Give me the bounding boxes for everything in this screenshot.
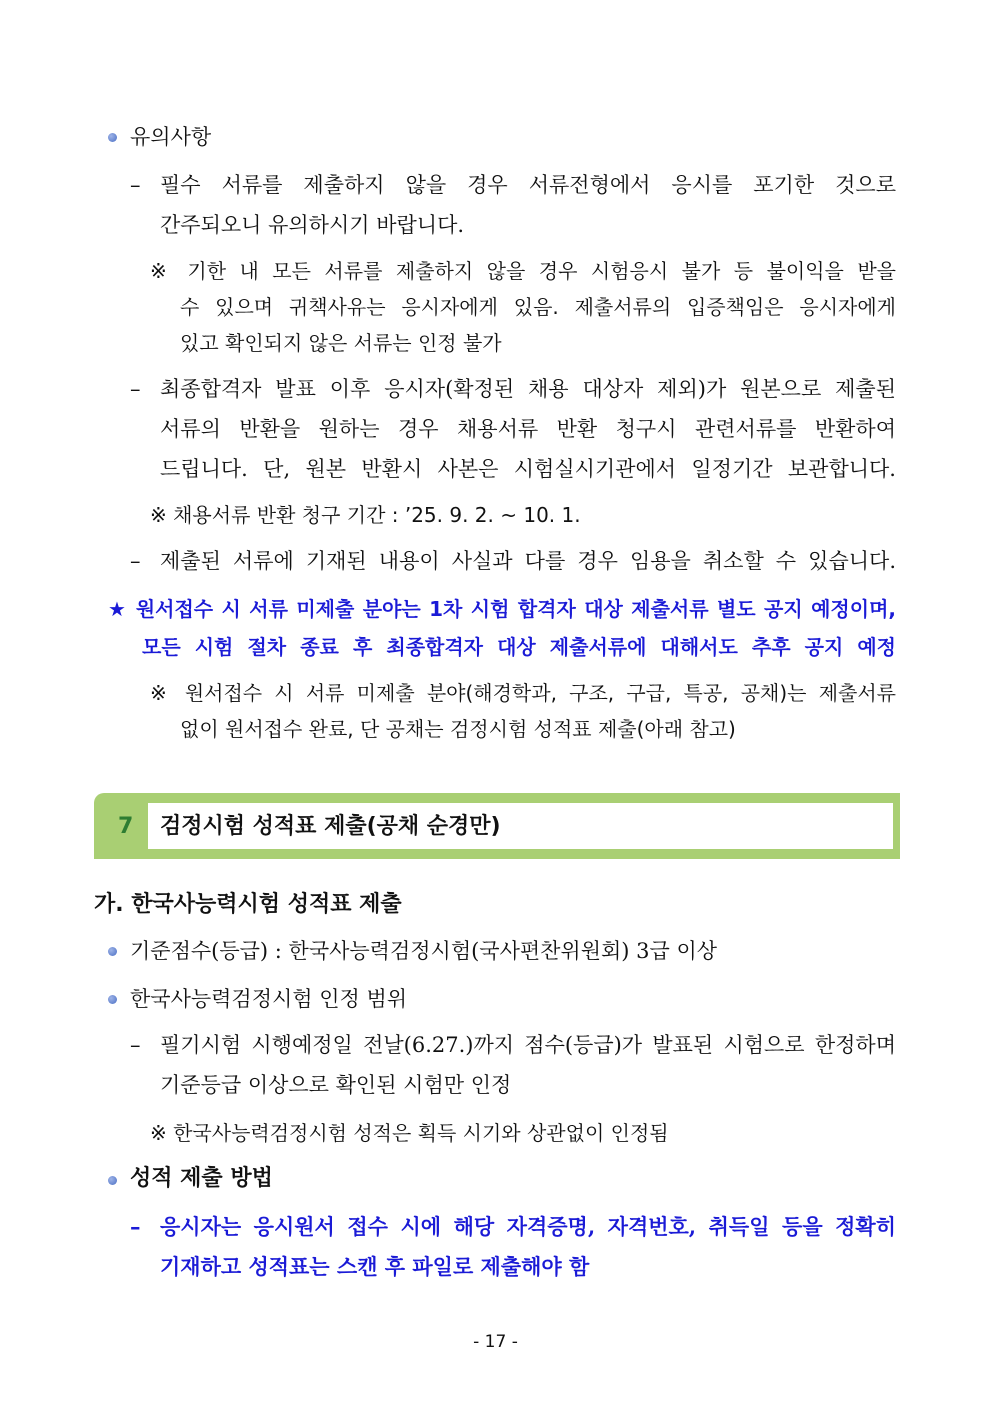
notes-note1-line3: 있고 확인되지 않은 서류는 인정 불가	[180, 331, 502, 355]
sub-bullet1: 기준점수(등급) : 한국사능력검정시험(국사편찬위원회) 3급 이상	[130, 939, 718, 963]
bullet-icon	[108, 133, 117, 142]
dash-icon: –	[130, 1033, 141, 1057]
dash-icon: –	[130, 377, 141, 401]
notes-item2-line1: 최종합격자 발표 이후 응시자(확정된 채용 대상자 제외)가 원본으로 제출된	[160, 377, 896, 401]
notes-note1-line1: ※ 기한 내 모든 서류를 제출하지 않을 경우 시험응시 불가 등 불이익을 받을	[150, 259, 896, 283]
sub-note4: ※ 한국사능력검정시험 성적은 획득 시기와 상관없이 인정됨	[150, 1121, 669, 1145]
bullet-icon	[108, 995, 117, 1004]
sub-dash1-line2: 기준등급 이상으로 확인된 시험만 인정	[160, 1073, 512, 1097]
notes-note1-line2: 수 있으며 귀책사유는 응시자에게 있음. 제출서류의 입증책임은 응시자에게	[180, 295, 896, 319]
notes-note2: ※ 채용서류 반환 청구 기간 : ’25. 9. 2. ~ 10. 1.	[150, 503, 581, 527]
sub-dash1-line1: 필기시험 시행예정일 전날(6.27.)까지 점수(등급)가 발표된 시험으로 한정하며	[160, 1033, 896, 1057]
notes-star-line2: 모든 시험 절차 종료 후 최종합격자 대상 제출서류에 대해서도 추후 공지 예정	[142, 635, 896, 659]
sub-heading: 가. 한국사능력시험 성적표 제출	[94, 892, 402, 917]
sub-dash2-line2: 기재하고 성적표는 스캔 후 파일로 제출해야 함	[160, 1254, 590, 1279]
bullet-icon	[108, 1176, 117, 1185]
notes-item1-line2: 간주되오니 유의하시기 바랍니다.	[160, 213, 465, 237]
dash-icon: –	[130, 173, 141, 197]
notes-heading: 유의사항	[130, 125, 212, 149]
notes-note3-line2: 없이 원서접수 완료, 단 공채는 검정시험 성적표 제출(아래 참고)	[180, 717, 736, 741]
notes-item2-line3: 드립니다. 단, 원본 반환시 사본은 시험실시기관에서 일정기간 보관합니다.	[160, 457, 896, 481]
dash-icon: –	[130, 549, 141, 573]
sub-bullet3: 성적 제출 방법	[130, 1166, 273, 1191]
bullet-icon	[108, 947, 117, 956]
notes-note3-line1: ※ 원서접수 시 서류 미제출 분야(해경학과, 구조, 구급, 특공, 공채)는 제출서류	[150, 681, 896, 705]
notes-item1-line1: 필수 서류를 제출하지 않을 경우 서류전형에서 응시를 포기한 것으로	[160, 173, 896, 197]
sub-dash2-line1: 응시자는 응시원서 접수 시에 해당 자격증명, 자격번호, 취득일 등을 정확히	[160, 1214, 896, 1239]
sub-bullet2: 한국사능력검정시험 인정 범위	[130, 987, 408, 1011]
section-number: 7	[118, 814, 134, 839]
dash-icon: –	[130, 1214, 141, 1239]
notes-item2-line2: 서류의 반환을 원하는 경우 채용서류 반환 청구시 관련서류를 반환하여	[160, 417, 896, 441]
notes-star-line1: ★ 원서접수 시 서류 미제출 분야는 1차 시험 합격자 대상 제출서류 별도 공지 예정이며,	[108, 597, 896, 621]
notes-item3: 제출된 서류에 기재된 내용이 사실과 다를 경우 임용을 취소할 수 있습니다.	[160, 549, 896, 573]
page-number: - 17 -	[473, 1332, 518, 1352]
section-title: 검정시험 성적표 제출(공채 순경만)	[160, 814, 501, 839]
